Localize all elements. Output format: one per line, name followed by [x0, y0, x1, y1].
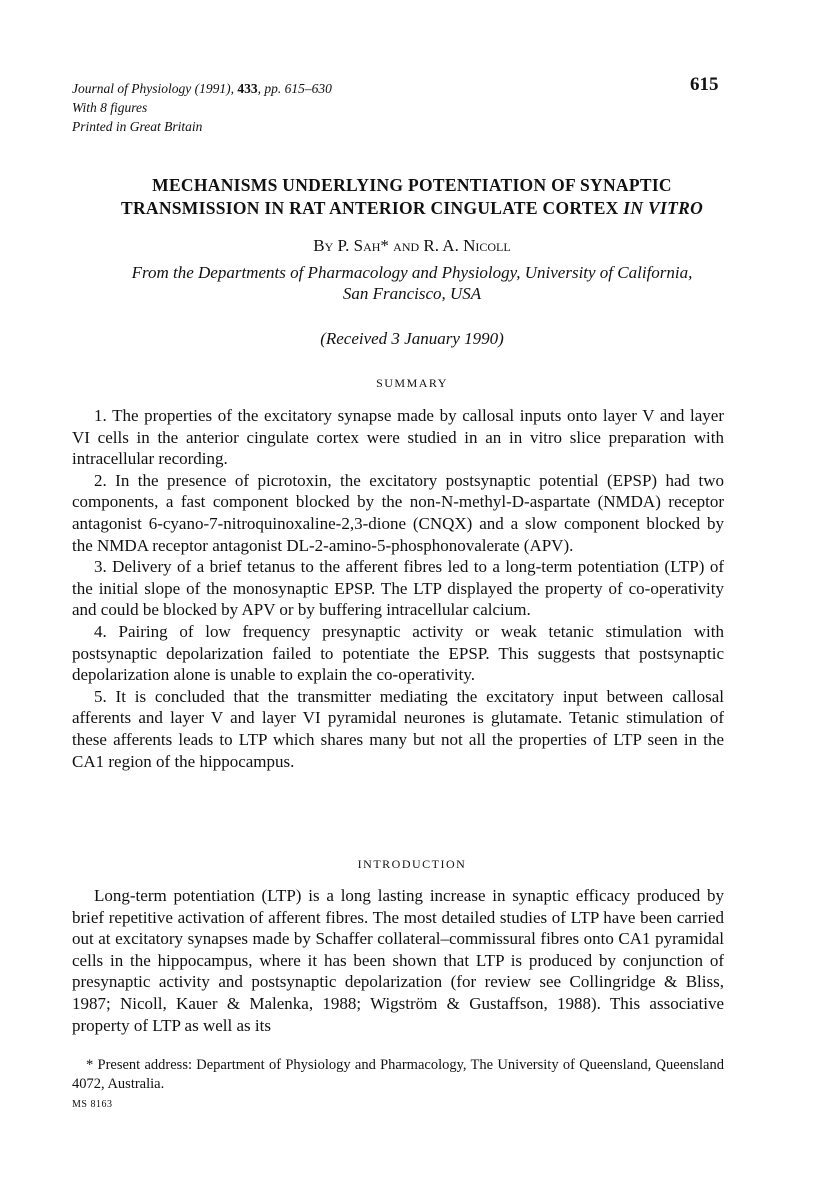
introduction-paragraph: Long-term potentiation (LTP) is a long lasting increase in synaptic efficacy produced by brief repetitive activation of afferent fibres. The most detailed studies of LTP have been carried out at excitatory synapses made by Schaffer collateral–commissural fibres onto CA1 pyramidal cells in the hippocampus, where it has been shown that LTP is produced by conjunction of presynaptic activity and postsynaptic depolarization (for review see Collingridge & Bliss, 1987; Nicoll, Kauer & Malenka, 1988; Wigström & Gustaffson, 1988). This associative property of LTP as well as its	[72, 886, 724, 1035]
title-line-2	[72, 197, 752, 220]
manuscript-number: MS 8163	[72, 1099, 113, 1110]
citation-line	[72, 79, 332, 98]
summary-heading: SUMMARY	[376, 376, 448, 390]
affiliation	[72, 262, 752, 304]
summary-body	[72, 405, 724, 772]
authors: By P. Sah* and R. A. Nicoll	[313, 236, 511, 255]
affiliation-line-2: San Francisco, USA	[342, 284, 482, 303]
article-title	[72, 174, 752, 220]
summary-paragraph: 1. The properties of the excitatory synapse made by callosal inputs onto layer V and layer VI cells in the anterior cingulate cortex were studied in an in vitro slice preparation with intracellular recording.	[72, 406, 724, 469]
journal-name: Journal of Physiology	[72, 81, 192, 96]
title-line-1: MECHANISMS UNDERLYING POTENTIATION OF SYNAPTIC	[152, 175, 672, 195]
summary-paragraph: 3. Delivery of a brief tetanus to the afferent fibres led to a long-term potentiation (LTP) of the initial slope of the monosynaptic EPSP. The LTP displayed the property of co-operativity and could be blocked by APV or by buffering intracellular calcium.	[72, 557, 724, 620]
journal-pages: , pp. 615–630	[257, 81, 332, 96]
journal-header	[72, 79, 332, 136]
page-number: 615	[690, 74, 719, 95]
title-line-2-main: TRANSMISSION IN RAT ANTERIOR CINGULATE CORTEX	[120, 198, 619, 218]
introduction-body	[72, 885, 724, 1036]
received-date: (Received 3 January 1990)	[320, 329, 504, 348]
title-line-2-italic: IN VITRO	[623, 198, 704, 218]
figure-count: With 8 figures	[72, 100, 148, 115]
summary-paragraph: 5. It is concluded that the transmitter mediating the excitatory input between callosal afferents and layer V and layer VI pyramidal neurones is glutamate. Tetanic stimulation of these afferents leads to LTP which shares many but not all the properties of LTP seen in the CA1 region of the hippocampus.	[72, 686, 724, 771]
footnote: * Present address: Department of Physiology and Pharmacology, The University of Queensland, Queensland 4072, Australia.	[72, 1057, 724, 1092]
summary-paragraph: 2. In the presence of picrotoxin, the excitatory postsynaptic potential (EPSP) had two components, a fast component blocked by the non-N-methyl-D-aspartate (NMDA) receptor antagonist 6-cyano-7-nitroquinoxaline-2,3-dione (CNQX) and a slow component blocked by the NMDA receptor antagonist DL-2-amino-5-phosphonovalerate (APV).	[72, 470, 724, 555]
journal-volume: 433	[237, 81, 258, 96]
journal-year: (1991),	[191, 81, 238, 96]
introduction-heading: INTRODUCTION	[357, 857, 467, 871]
summary-paragraph: 4. Pairing of low frequency presynaptic activity or weak tetanic stimulation with postsynaptic depolarization failed to potentiate the EPSP. This suggests that postsynaptic depolarization alone is unable to explain the co-operativity.	[72, 621, 724, 685]
printed-in: Printed in Great Britain	[72, 119, 203, 134]
affiliation-line-1: From the Departments of Pharmacology and Physiology, University of California,	[131, 263, 693, 282]
